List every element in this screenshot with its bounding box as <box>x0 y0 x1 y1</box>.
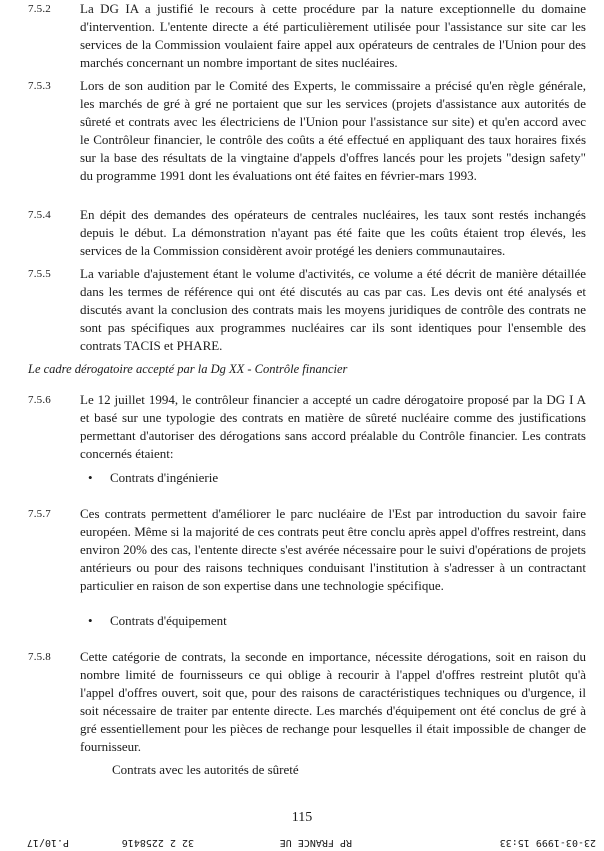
paragraph-number: 7.5.6 <box>28 394 51 406</box>
paragraph-number: 7.5.7 <box>28 508 51 520</box>
bullet-label: Contrats d'équipement <box>110 613 227 628</box>
paragraph-text: En dépit des demandes des opérateurs de centrales nucléaires, les taux sont restés inchangés depuis le début. La démonstration n'ayant pas été faite que les coûts étaient trop élevés, les services de la Commission considèrent avoir protégé les deniers communautaires. <box>80 207 586 258</box>
paragraph-number: 7.5.5 <box>28 268 51 280</box>
paragraph-number: 7.5.2 <box>28 3 51 15</box>
paragraph-text: Ces contrats permettent d'améliorer le parc nucléaire de l'Est par introduction du savoir faire européen. Même si la majorité de ces contrats peut être conclu après appel d'offres restreint, dans environ 20% des cas, l'entente directe s'est avérée nécessaire pour le suivi d'opérations de projets antérieurs ou pour des raisons techniques conduisant l'institution à s'adresser à un contractant particulier en raison de son expertise dans une technologie spécifique. <box>80 506 586 593</box>
bullet-label: Contrats d'ingénierie <box>110 470 219 485</box>
paragraph-text: La DG IA a justifié le recours à cette procédure par la nature exceptionnelle du domaine d'intervention. L'entente directe a été particulièrement utilisée pour l'assistance sur site car les services de la Commission voulaient faire appel aux opérateurs de centrales de l'Union pour des marchés concernant un nombre important de sites nucléaires. <box>80 1 586 70</box>
fax-page: P.10/17 <box>26 837 69 848</box>
fax-sender: RP FRANCE UE <box>279 837 352 848</box>
fax-date-time: 23-03-1999 15:33 <box>499 837 596 848</box>
paragraph-number: 7.5.8 <box>28 651 51 663</box>
paragraph-text: Lors de son audition par le Comité des Experts, le commissaire a précisé qu'en règle générale, les marchés de gré à gré ne portaient que sur les services (projets d'assistance aux autorités de sûreté et contrats avec les électriciens de l'Union pour l'assistance sur site) et qu'en accord avec le Contrôleur financier, le contrôle des coûts a été effectué en appliquant des taux horaires fixés sur la base des résultats de la vingtaine d'appels d'offres lancés pour les projets "design safety" du programme 1991 dont les évaluations ont été faites en février-mars 1993. <box>80 78 586 183</box>
bullet-item <box>88 470 218 486</box>
fax-phone: 32 2 2258416 <box>121 837 194 848</box>
bullet-dot: • <box>88 470 93 485</box>
fax-header-upside-down <box>0 832 604 848</box>
paragraph-number: 7.5.4 <box>28 209 51 221</box>
paragraph-text: La variable d'ajustement étant le volume d'activités, ce volume a été décrit de manière détaillée dans les termes de référence qui ont été discutés au cas par cas. Les devis ont été analysés et discutés avant la conclusion des contrats mais les moyens juridiques de contrôle des contrats ne sont pas spécifiques aux programmes nucléaires car ils sont identiques pour l'ensemble des contrats TACIS et PHARE. <box>80 266 586 353</box>
paragraph-text: Le 12 juillet 1994, le contrôleur financier a accepté un cadre dérogatoire proposé par la DG I A et basé sur une typologie des contrats en matière de sûreté nucléaire comme des justifications permettant d'autoriser des dérogations sans accord préalable du Contrôle financier. Les contrats concernés étaient: <box>80 392 586 461</box>
section-heading: Le cadre dérogatoire accepté par la Dg XX - Contrôle financier <box>28 362 348 376</box>
paragraph-number: 7.5.3 <box>28 80 51 92</box>
paragraph-text: Cette catégorie de contrats, la seconde en importance, nécessite dérogations, soit en raison du nombre limité de fournisseurs ce qui oblige à recourir à l'appel d'offres restreint plutôt qu'à l'appel d'offres ouvert, soit que, pour des raisons de caractéristiques techniques ou d'urgence, il soit nécessaire de traiter par entente directe. Les marchés d'équipement ont été conclus de gré à gré essentiellement pour les pièces de rechange pour lesquelles il était impossible de changer de fournisseur. <box>80 649 586 754</box>
page-number: 115 <box>291 810 313 825</box>
trailing-item: Contrats avec les autorités de sûreté <box>112 762 299 777</box>
bullet-item <box>88 613 227 629</box>
bullet-dot: • <box>88 613 93 628</box>
